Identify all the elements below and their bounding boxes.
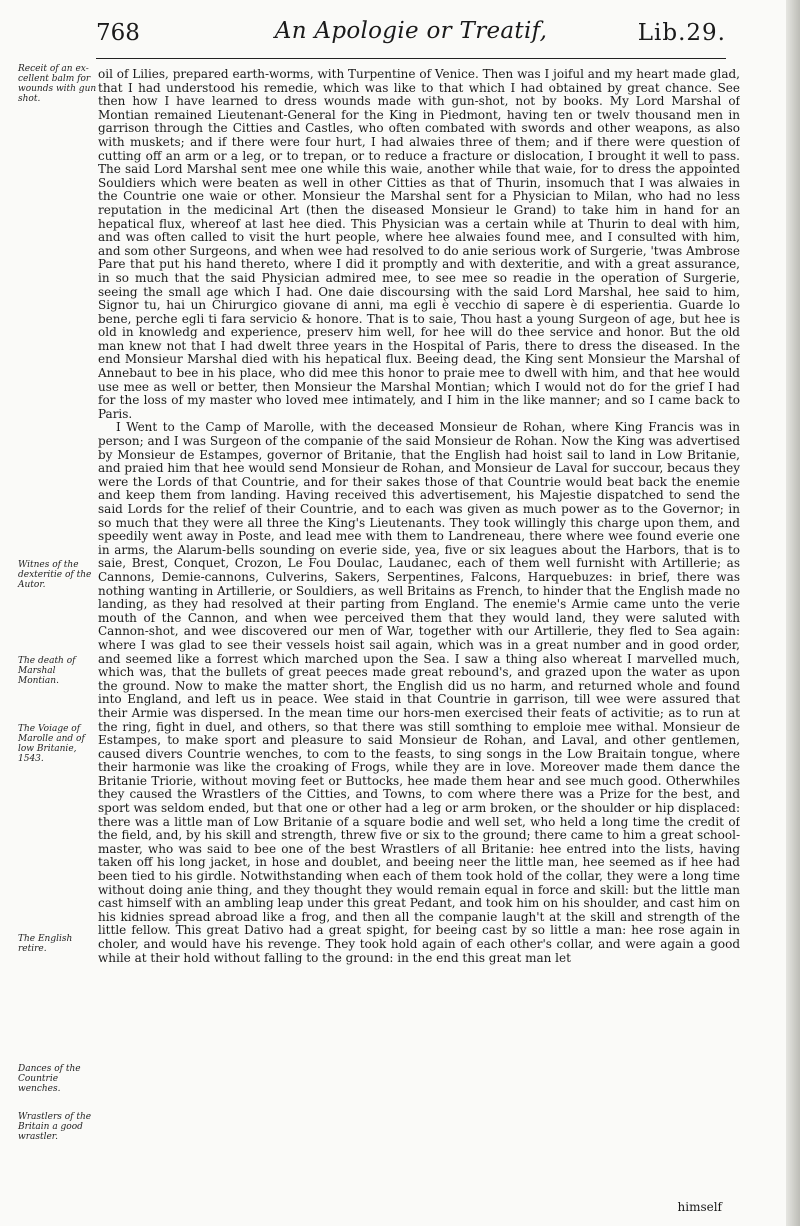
header-rule <box>96 58 726 59</box>
margin-notes <box>18 64 102 1214</box>
body-text <box>98 68 740 1210</box>
margin-note-wrastlers: Wrastlers of the Britain a good wrastler. <box>18 1112 92 1142</box>
page-binding-edge <box>786 0 800 1226</box>
margin-note-balm: Receit of an ex-cellent balm for wounds with gun shot. <box>18 64 97 104</box>
margin-note-retire: The English retire. <box>18 934 73 954</box>
page-header <box>96 16 726 60</box>
paragraph-montian: oil of Lilies, prepared earth-worms, with Turpentine of Venice. Then was I joiful and my heart made glad, that I had understood his remedie, which was like to that which I had obtained by great chance. See then how I have learned to dress wounds made with gun-shot, not by books. My Lord Marshal of Montian remained Lieutenant-General for the King in Piedmont, having ten or twelv thousand men in garrison through the Citties and Castles, who often combated with swords and other weapons, as also with muskets; and if there were four hurt, I had alwaies three of them; and if there were question of cutting off an arm or a leg, or to trepan, or to reduce a fracture or dislocation, I brought it well to pass. The said Lord Marshal sent mee one while this waie, another while that waie, for to dress the appointed Souldiers which were beaten as well in other Citties as that of Thurin, insomuch that I was alwaies in the Countrie one waie or other. Monsieur the Marshal sent for a Physician to Milan, who had no less reputation in the medicinal Art (then the diseased Monsieur le Grand) to take him in hand for an hepatical flux, whereof at last hee died. This Physician was a certain while at Thurin to deal with him, and was often called to visit the hurt people, where hee alwaies found mee, and I consulted with him, and som other Surgeons, and when wee had resolved to do anie serious work of Surgerie, 'twas Ambrose Pare that put his hand thereto, where I did it promptly and with dexteritie, and with a great assurance, in so much that the said Physician admired mee, to see mee so readie in the operation of Surgerie, seeing the small age which I had. One daie discoursing with the said Lord Marshal, hee said to him, Signor tu, hai un Chirurgico giovane di anni, ma egli è vecchio di sapere è di esperientia. Guarde lo bene, perche egli ti fara servicio & honore. That is to saie, Thou hast a young Surgeon of age, but hee is old in knowledg and experience, preserv him well, for hee will do thee service and honor. But the old man knew not that I had dwelt three years in the Hospital of Paris, there to dress the diseased. In the end Monsieur Marshal died with his hepatical flux. Beeing dead, the King sent Monsieur the Marshal of Annebaut to bee in his place, who did mee this honor to praie mee to dwell with him, and that hee would use mee as well or better, then Monsieur the Marshal Montian; which I would not do for the grief I had for the loss of my master who loved mee intimately, and I him in the like manner; and so I came back to Paris. <box>98 68 740 421</box>
book-reference: Lib.29. <box>637 20 726 46</box>
margin-note-dances: Dances of the Countrie wenches. <box>18 1064 81 1094</box>
page-number: 768 <box>96 20 140 46</box>
catchword: himself <box>677 1200 722 1214</box>
paragraph-marolle: I Went to the Camp of Marolle, with the deceased Monsieur de Rohan, where King Francis was in person; and I was Surgeon of the companie of the said Monsieur de Rohan. Now the King was advertised by Monsieur de Estampes, governor of Britanie, that the English had hoist sail to land in Low Britanie, and praied him that hee would send Monsieur de Rohan, and Monsieur de Laval for succour, becaus they were the Lords of that Countrie, and for their sakes those of that Countrie would beat back the enemie and keep them from landing. Having received this advertisement, his Majestie dispatched to send the said Lords for the relief of their Countrie, and to each was given as much power as to the Governor; in so much that they were all three the King's Lieutenants. They took willingly this charge upon them, and speedily went away in Poste, and lead mee with them to Landreneau, there where wee found everie one in arms, the Alarum-bells sounding on everie side, yea, five or six leagues about the Harbors, that is to saie, Brest, Conquet, Crozon, Le Fou Doulac, Laudanec, each of them well furnisht with Artillerie; as Cannons, Demie-cannons, Culverins, Sakers, Serpentines, Falcons, Harquebuzes: in brief, there was nothing wanting in Artillerie, or Souldiers, as well Britains as French, to hinder that the English made no landing, as they had resolved at their parting from England. The enemie's Armie came unto the verie mouth of the Cannon, and when wee perceived them that they would land, they were saluted with Cannon-shot, and wee discovered our men of War, together with our Artillerie, they fled to Sea again: where I was glad to see their vessels hoist sail again, which was in a great number and in good order, and seemed like a forrest which marched upon the Sea. I saw a thing also whereat I marvelled much, which was, that the bullets of great peeces made great rebound's, and grazed upon the water as upon the ground. Now to make the matter short, the English did us no harm, and returned whole and found into England, and left us in peace. Wee staid in that Countrie in garrison, till wee were assured that their Armie was dispersed. In the mean time our hors-men exercised their feats of activitie; as to run at the ring, fight in duel, and others, so that there was still somthing to emploie mee withal. Monsieur de Estampes, to make sport and pleasure to said Monsieur de Rohan, and Laval, and other gentlemen, caused divers Countrie wenches, to com to the feasts, to sing songs in the Low Braitain tongue, where their harmonie was like the croaking of Frogs, while they are in love. Moreover made them dance the Britanie Triorie, without moving feet or Buttocks, hee made them hear and see much good. Otherwhiles they caused the Wrastlers of the Citties, and Towns, to com where there was a Prize for the best, and sport was seldom ended, but that one or other had a leg or arm broken, or the shoulder or hip displaced: there was a little man of Low Britanie of a square bodie and well set, who held a long time the credit of the field, and, by his skill and strength, threw five or six to the ground; there came to him a great school-master, who was said to bee one of the best Wrastlers of all Britanie: hee entred into the lists, having taken off his long jacket, in hose and doublet, and beeing neer the little man, hee seemed as if hee had been tied to his girdle. Notwithstanding when each of them took hold of the collar, they were a long time without doing anie thing, and they thought they would remain equal in force and skill: but the little man cast himself with an ambling leap under this great Pedant, and took him on his shoulder, and cast him on his kidnies spread abroad like a frog, and then all the companie laugh't at the skill and strength of the little fellow. This great Dativo had a great spight, for beeing cast by so little a man: hee rose again in choler, and would have his revenge. They took hold again of each other's collar, and were again a good while at their hold without falling to the ground: in the end this great man let <box>98 420 740 965</box>
margin-note-witness: Witnes of the dexteritie of the Autor. <box>18 560 92 590</box>
margin-note-voyage: The Voiage of Marolle and of low Britanie, 1543. <box>18 724 85 764</box>
running-title: An Apologie or Treatif, <box>274 18 548 44</box>
margin-note-death: The death of Marshal Montian. <box>18 656 76 686</box>
